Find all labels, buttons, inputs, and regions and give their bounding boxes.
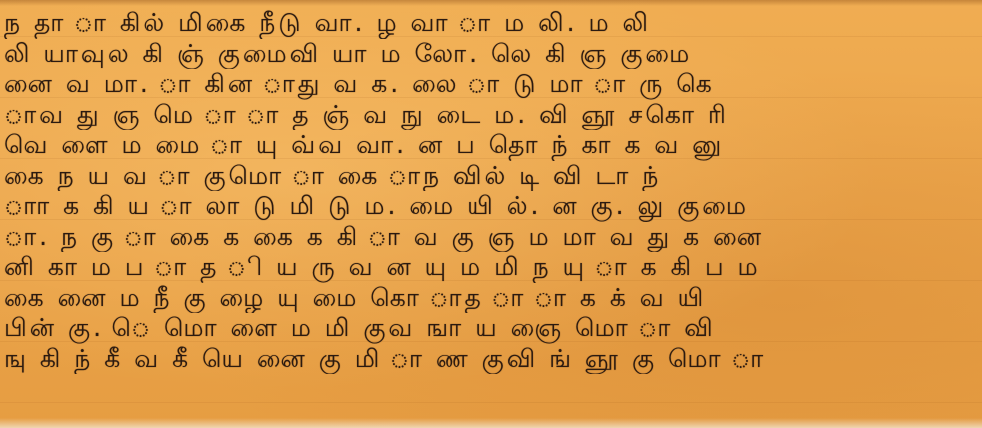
inscription-line-11: பின் கு. ெ மொ ளை ம மி குவ ஙா ய ஞை மொ ா வி — [4, 313, 716, 342]
leaf-grain — [0, 402, 982, 403]
leaf-top-edge — [0, 0, 982, 6]
leaf-bottom-edge — [0, 418, 982, 428]
inscription-line-10: கை னை ம நீ கு ழை யு மை கொ ாத ா ா க க் வ யி — [4, 282, 707, 312]
inscription-line-7: ாா க கி ய ா லா டு மி டு ம. மை யி ல். ன கு. லு குமை — [4, 191, 750, 220]
inscription-line-4: ாவ து ஞ மெ ா ா த ஞ் வ நு டை ம. வி ஞூ சகொ ரி — [4, 99, 729, 129]
inscription-line-1: ந தா ா கில் மிகை நீடு வா. ழ வா ா ம லி. ம லி — [4, 8, 652, 37]
inscription-line-9: னி கா ம ப ா த ி ய ரு வ ன யு ம மி ந யு ா க கி ப ம — [4, 252, 761, 281]
inscription-line-3: னை வ மா. ா கின ாது வ க. லை ா டு மா ா ரு கெ — [4, 69, 715, 98]
inscription-line-12: ஙு கி ந் கீ வ கீ யெ னை கு மி ா ண குவி ங் ஞூ கு மொ ா — [4, 343, 767, 373]
inscription-text — [4, 8, 978, 374]
inscription-line-8: ா. ந கு ா கை க கை க கி ா வ கு ஞ ம மா வ து க னை — [4, 221, 764, 251]
inscription-line-2: லி யாவுல கி ஞ் குமைவி யா ம லோ. லெ கி ஞ குமை — [4, 38, 693, 68]
inscription-line-6: கை ந ய வ ா குமொ ா கை ாந வில் டி வி டா ந் — [4, 160, 662, 190]
inscription-line-5: வெ ளை ம மை ா யு வ்வ வா. ன ப தொ ந் கா க வ னு — [4, 130, 725, 159]
